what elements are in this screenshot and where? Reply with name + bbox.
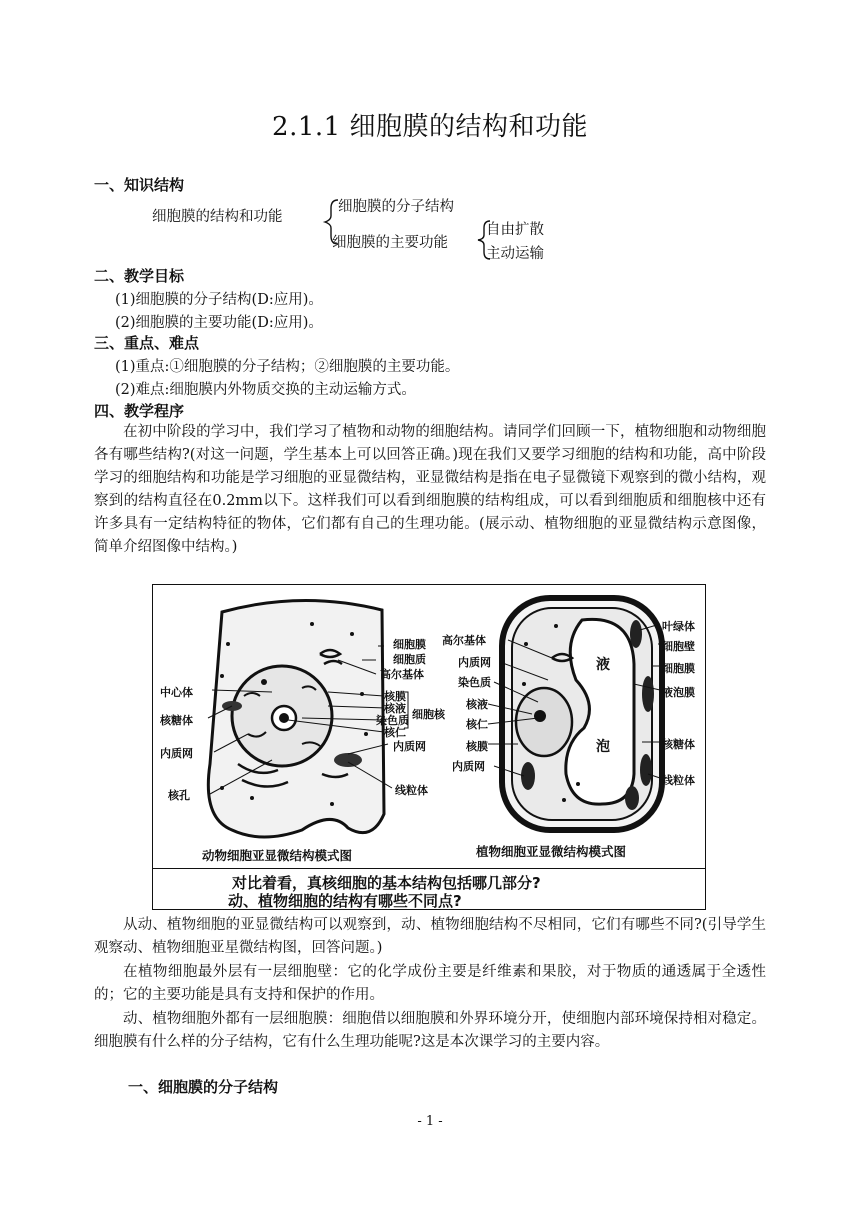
figure-question-1: 对比着看，真核细胞的基本结构包括哪几部分? xyxy=(232,874,541,892)
tree-leaf-active-transport: 主动运输 xyxy=(486,246,544,262)
animal-label-er-2: 内质网 xyxy=(393,740,426,753)
subheading-molecular-structure: 一、细胞膜的分子结构 xyxy=(128,1078,279,1096)
section-heading-procedure: 四、教学程序 xyxy=(94,402,185,420)
plant-label-chloroplast: 叶绿体 xyxy=(662,620,695,633)
plant-label-membrane: 细胞膜 xyxy=(662,662,695,675)
tree-branch-function: 细胞膜的主要功能 xyxy=(332,235,448,251)
plant-label-er: 内质网 xyxy=(458,656,491,669)
plant-label-ribosome: 核糖体 xyxy=(662,738,695,751)
plant-label-er-2: 内质网 xyxy=(452,760,485,773)
plant-label-vacuole-2: 泡 xyxy=(596,739,610,755)
key-point-item-2: (2)难点:细胞膜内外物质交换的主动运输方式。 xyxy=(115,382,416,398)
section-heading-key-points: 三、重点、难点 xyxy=(94,334,200,352)
cell-diagram-illustration xyxy=(152,584,706,870)
animal-label-nucleus: 细胞核 xyxy=(412,708,445,721)
animal-label-golgi: 高尔基体 xyxy=(380,668,424,681)
animal-label-nucleolus: 核仁 xyxy=(384,726,406,739)
plant-label-golgi: 高尔基体 xyxy=(442,634,486,647)
animal-label-nuclear-sap: 核液 xyxy=(384,702,406,715)
plant-label-nuclear-sap: 核液 xyxy=(466,698,488,711)
plant-label-cell-wall: 细胞壁 xyxy=(662,640,695,653)
goal-item-2: (2)细胞膜的主要功能(D:应用)。 xyxy=(115,315,323,331)
plant-cell-caption: 植物细胞亚显微结构模式图 xyxy=(476,844,627,859)
tree-root: 细胞膜的结构和功能 xyxy=(152,209,283,225)
section-heading-goals: 二、教学目标 xyxy=(94,267,185,285)
animal-label-ribosome: 核糖体 xyxy=(160,714,193,727)
animal-label-pore: 核孔 xyxy=(168,789,190,802)
goal-item-1: (1)细胞膜的分子结构(D:应用)。 xyxy=(115,292,323,308)
animal-label-membrane: 细胞膜 xyxy=(393,638,426,651)
animal-cell-caption: 动物细胞亚显微结构模式图 xyxy=(202,848,353,863)
procedure-intro-paragraph: 在初中阶段的学习中，我们学习了植物和动物的细胞结构。请同学们回顾一下，植物细胞和动物细胞各有哪些结构?(对这一问题，学生基本上可以回答正确。)现在我们又要学习细胞的结构和功能，高中阶段学习的细胞结构和功能是学习细胞的亚显微结构，亚显微结构是指在电子显微镜下观察到的微小结构，观察到的结构直径在0.2mm以下。这样我们可以看到细胞膜的结构组成，可以看到细胞质和细胞核中还有许多具有一定结构特征的物体，它们都有自己的生理功能。(展示动、植物细胞的亚显微结构示意图像，简单介绍图像中结构。) xyxy=(94,424,766,555)
page-title: 2.1.1 细胞膜的结构和功能 xyxy=(272,112,588,142)
key-point-item-1: (1)重点:①细胞膜的分子结构；②细胞膜的主要功能。 xyxy=(115,359,460,375)
section-heading-knowledge: 一、知识结构 xyxy=(94,176,185,194)
animal-label-chromatin: 染色质 xyxy=(376,714,409,727)
animal-label-cytoplasm: 细胞质 xyxy=(393,653,426,666)
figure-question-2: 动、植物细胞的结构有哪些不同点? xyxy=(228,892,462,910)
plant-label-mitochondria: 线粒体 xyxy=(662,774,695,787)
paragraph-cell-wall: 在植物细胞最外层有一层细胞壁：它的化学成份主要是纤维素和果胶，对于物质的通透属于全透性的；它的主要功能是具有支持和保护的作用。 xyxy=(94,964,766,1003)
animal-label-centrosome: 中心体 xyxy=(160,686,193,699)
animal-label-nuclear-membrane: 核膜 xyxy=(384,690,406,703)
animal-label-mitochondria: 线粒体 xyxy=(395,784,428,797)
plant-label-nuclear-membrane: 核膜 xyxy=(466,740,488,753)
tree-leaf-diffusion: 自由扩散 xyxy=(486,222,544,238)
page-number: - 1 - xyxy=(417,1114,443,1129)
paragraph-differences: 从动、植物细胞的亚显微结构可以观察到，动、植物细胞结构不尽相同，它们有哪些不同?(引导学生观察动、植物细胞亚星微结构图，回答问题。) xyxy=(94,917,766,956)
plant-label-chromatin: 染色质 xyxy=(458,676,491,689)
plant-label-nucleolus: 核仁 xyxy=(466,718,488,731)
animal-label-er: 内质网 xyxy=(160,747,193,760)
paragraph-cell-membrane: 动、植物细胞外都有一层细胞膜：细胞借以细胞膜和外界环境分开，使细胞内部环境保持相对稳定。细胞膜有什么样的分子结构，它有什么生理功能呢?这是本次课学习的主要内容。 xyxy=(94,1011,766,1050)
plant-label-tonoplast: 液泡膜 xyxy=(662,686,695,699)
tree-branch-structure: 细胞膜的分子结构 xyxy=(338,199,454,215)
plant-cell-drawing xyxy=(488,598,662,830)
plant-label-vacuole-1: 液 xyxy=(596,657,610,673)
